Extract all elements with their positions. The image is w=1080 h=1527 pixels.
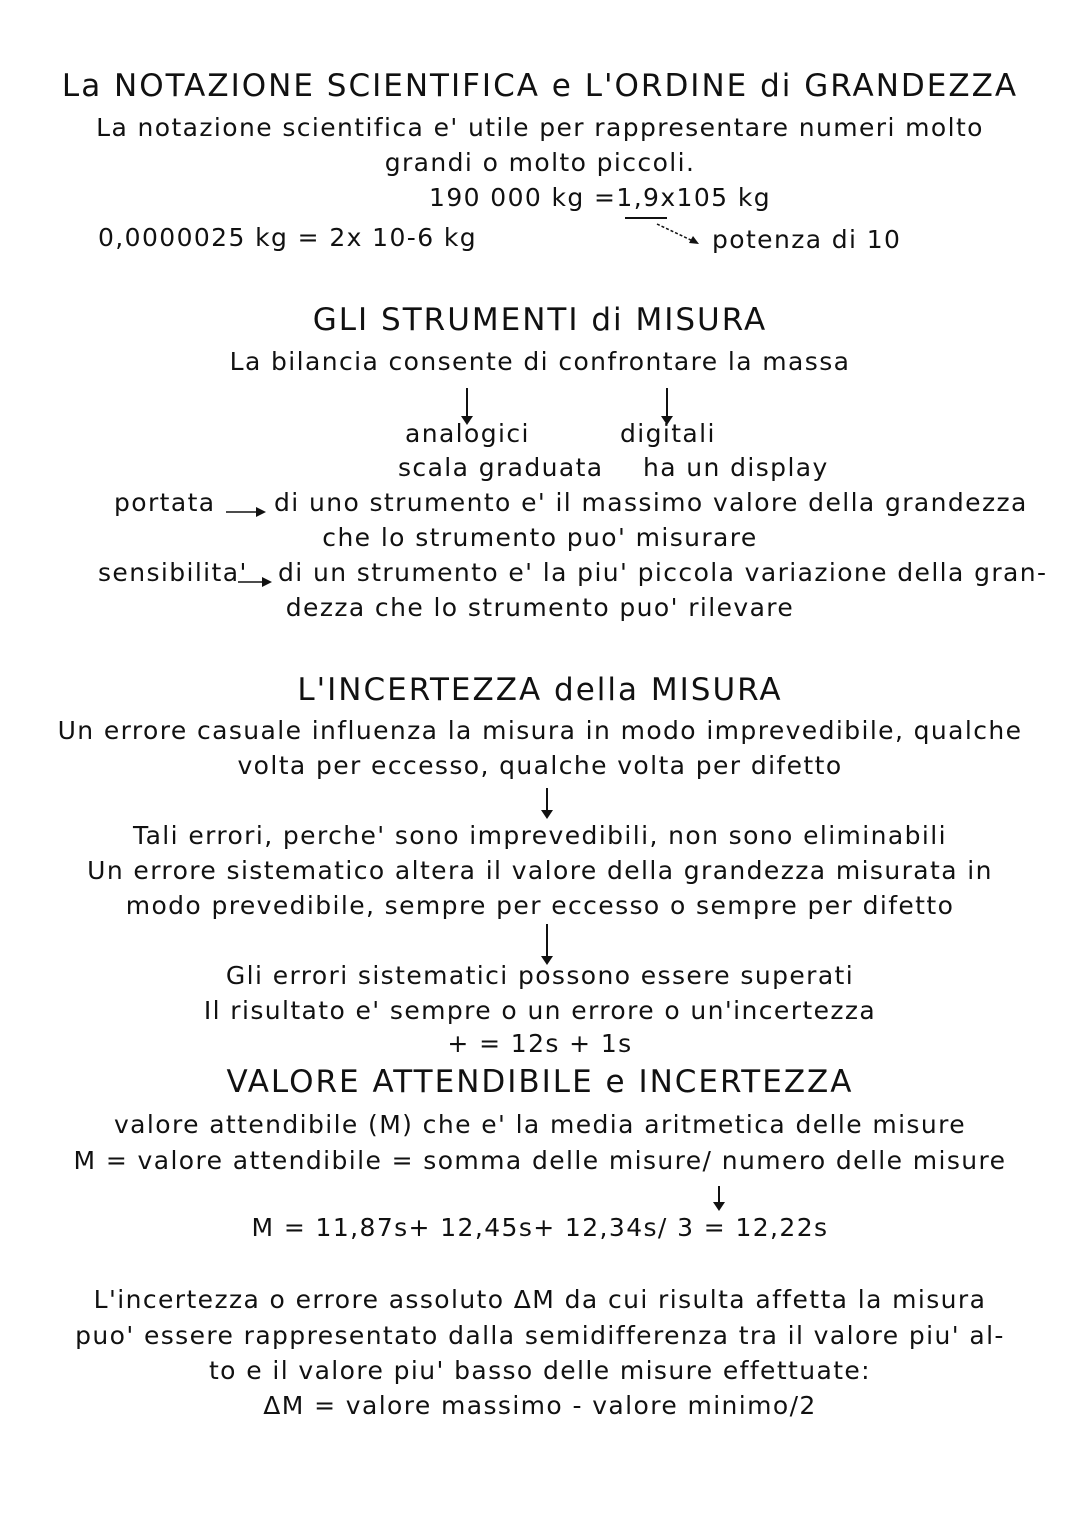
section-title-notazione: La NOTAZIONE SCIENTIFICA e L'ORDINE di GRANDEZZA bbox=[61, 68, 1019, 104]
notazione-text-line1: La notazione scientifica e' utile per rappresentare numeri molto bbox=[96, 113, 984, 142]
digitali-label: digitali bbox=[620, 419, 716, 448]
sensibilita-def-line2: dezza che lo strumento puo' rilevare bbox=[285, 593, 795, 622]
valore-calc: M = 11,87s+ 12,45s+ 12,34s/ 3 = 12,22s bbox=[251, 1213, 829, 1242]
sensibilita-arrow-icon bbox=[236, 572, 276, 588]
sensibilita-def-line1: di un strumento e' la piu' piccola variazione della gran- bbox=[278, 558, 1048, 587]
sistematico-line2: modo prevedibile, sempre per eccesso o sempre per difetto bbox=[125, 891, 955, 920]
valore-line2: M = valore attendibile = somma delle misure/ numero delle misure bbox=[73, 1146, 1007, 1175]
section-title-strumenti: GLI STRUMENTI di MISURA bbox=[312, 302, 768, 338]
potenza-arrow-icon bbox=[655, 222, 705, 248]
notazione-example-2: 0,0000025 kg = 2x 10-6 kg bbox=[98, 223, 478, 252]
potenza-label: potenza di 10 bbox=[712, 225, 902, 254]
portata-def-line1: di uno strumento e' il massimo valore della grandezza bbox=[274, 488, 1028, 517]
errore-assoluto-line2: puo' essere rappresentato dalla semidifferenza tra il valore piu' al- bbox=[75, 1321, 1005, 1350]
strumenti-intro: La bilancia consente di confrontare la massa bbox=[229, 347, 851, 376]
digitali-desc: ha un display bbox=[643, 453, 829, 482]
exponent-underline bbox=[625, 217, 667, 219]
portata-def-line2: che lo strumento puo' misurare bbox=[322, 523, 758, 552]
analogici-desc: scala graduata bbox=[398, 453, 604, 482]
arrow-down-calc-icon bbox=[718, 1186, 720, 1204]
portata-term: portata bbox=[114, 488, 216, 517]
errore-assoluto-line1: L'incertezza o errore assoluto ΔM da cui risulta affetta la misura bbox=[93, 1285, 987, 1314]
arrow-down-digitali-icon bbox=[666, 388, 668, 418]
analogici-label: analogici bbox=[405, 419, 530, 448]
casuale-line1: Un errore casuale influenza la misura in modo imprevedibile, qualche bbox=[57, 716, 1023, 745]
errore-assoluto-formula: ΔM = valore massimo - valore minimo/2 bbox=[263, 1391, 817, 1420]
valore-line1: valore attendibile (M) che e' la media aritmetica delle misure bbox=[113, 1110, 967, 1139]
sensibilita-term: sensibilita' bbox=[98, 558, 248, 587]
risultato-line: Il risultato e' sempre o un errore o un'incertezza bbox=[203, 996, 877, 1025]
notazione-example-1: 190 000 kg =1,9x105 kg bbox=[429, 183, 771, 212]
sistematico-line3: Gli errori sistematici possono essere superati bbox=[225, 961, 855, 990]
casuale-line2: volta per eccesso, qualche volta per difetto bbox=[237, 751, 843, 780]
incertezza-formula: + = 12s + 1s bbox=[447, 1029, 633, 1058]
sistematico-line1: Un errore sistematico altera il valore della grandezza misurata in bbox=[87, 856, 993, 885]
arrow-down-sistematico-icon bbox=[546, 924, 548, 958]
casuale-line3: Tali errori, perche' sono imprevedibili, non sono eliminabili bbox=[133, 821, 947, 850]
notazione-text-line2: grandi o molto piccoli. bbox=[384, 148, 696, 177]
arrow-down-analogici-icon bbox=[466, 388, 468, 418]
section-title-incertezza: L'INCERTEZZA della MISURA bbox=[297, 672, 783, 708]
errore-assoluto-line3: to e il valore piu' basso delle misure effettuate: bbox=[208, 1356, 872, 1385]
portata-arrow-icon bbox=[224, 502, 270, 518]
arrow-down-casuale-icon bbox=[546, 788, 548, 812]
section-title-valore: VALORE ATTENDIBILE e INCERTEZZA bbox=[226, 1064, 854, 1100]
